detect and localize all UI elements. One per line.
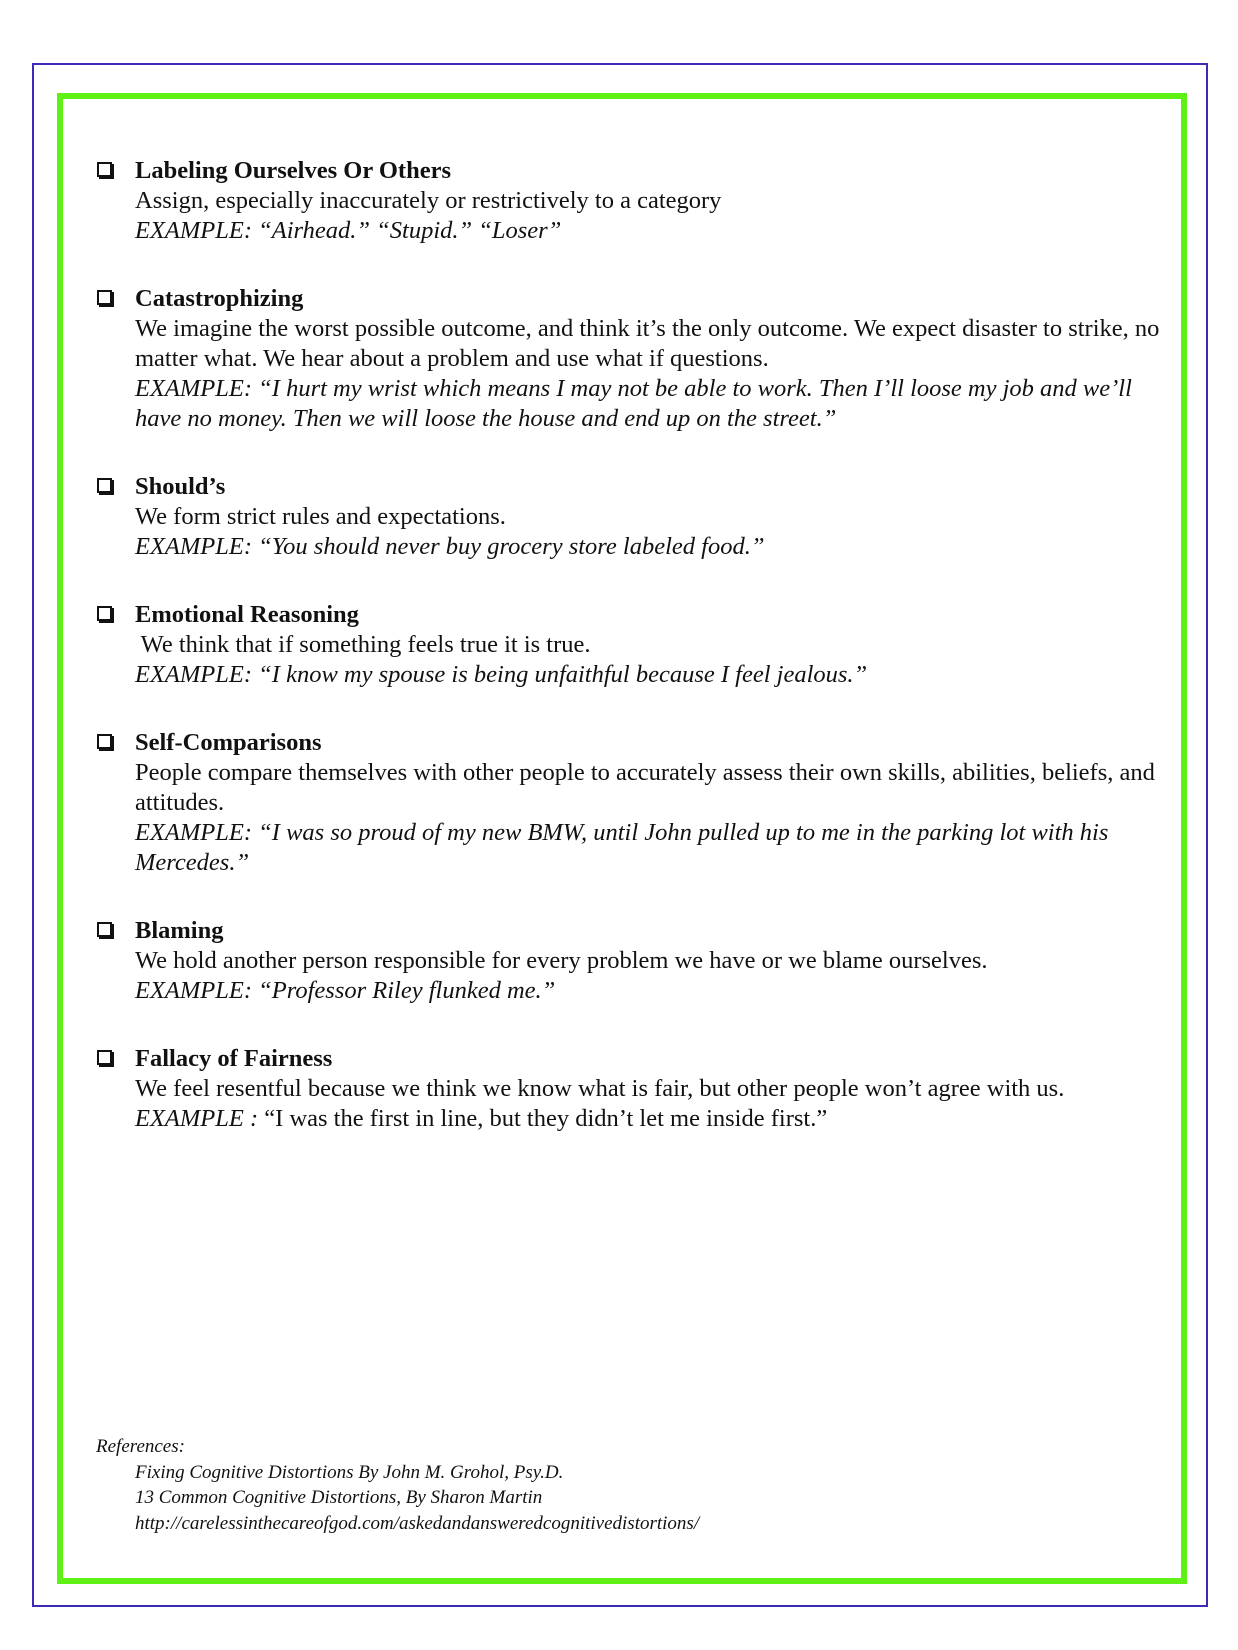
reference-item: 13 Common Cognitive Distortions, By Sharon Martin	[135, 1487, 543, 1508]
item-example	[135, 216, 1177, 246]
example-text: “I was the first in line, but they didn’t let me inside first.”	[264, 1105, 828, 1132]
references-heading: References:	[96, 1436, 185, 1457]
item-description: We think that if something feels true it is true.	[135, 631, 591, 658]
item-title: Emotional Reasoning	[135, 601, 359, 628]
list-item	[97, 1044, 1177, 1134]
item-example	[135, 1104, 1177, 1134]
list-item	[97, 728, 1177, 878]
example-label: EXAMPLE:	[135, 819, 253, 846]
reference-item: Fixing Cognitive Distortions By John M. Grohol, Psy.D.	[135, 1461, 564, 1483]
checkbox-icon[interactable]	[97, 478, 112, 493]
example-label: EXAMPLE:	[135, 533, 253, 560]
item-description: We feel resentful because we think we know what is fair, but other people won’t agree with us.	[135, 1075, 1065, 1102]
checkbox-icon[interactable]	[97, 734, 112, 749]
item-description: We imagine the worst possible outcome, and think it’s the only outcome. We expect disaster to strike, no matter what. We hear about a problem and use what if questions.	[135, 315, 1160, 372]
example-text: “Airhead.” “Stupid.” “Loser”	[258, 217, 562, 244]
example-text: “I was so proud of my new BMW, until John pulled up to me in the parking lot with his Mercedes.”	[135, 819, 1109, 876]
example-label: EXAMPLE:	[135, 977, 253, 1004]
checkbox-icon[interactable]	[97, 1050, 112, 1065]
item-description: We hold another person responsible for every problem we have or we blame ourselves.	[135, 947, 988, 974]
item-example	[135, 818, 1177, 878]
item-title: Should’s	[135, 473, 226, 500]
example-text: “Professor Riley flunked me.”	[258, 977, 556, 1004]
reference-link[interactable]: http://carelessinthecareofgod.com/askedandansweredcognitivedistortions/	[135, 1512, 700, 1534]
list-item	[97, 284, 1177, 434]
list-item	[97, 472, 1177, 562]
item-description: Assign, especially inaccurately or restrictively to a category	[135, 187, 722, 214]
item-title: Self-Comparisons	[135, 729, 322, 756]
item-title: Fallacy of Fairness	[135, 1045, 333, 1072]
example-text: “You should never buy grocery store labeled food.”	[258, 533, 765, 560]
item-example	[135, 532, 1177, 562]
list-item	[97, 600, 1177, 690]
checkbox-icon[interactable]	[97, 162, 112, 177]
item-title: Blaming	[135, 917, 224, 944]
item-example	[135, 660, 1177, 690]
example-label: EXAMPLE :	[135, 1105, 259, 1132]
item-description: People compare themselves with other people to accurately assess their own skills, abilities, beliefs, and attitudes.	[135, 759, 1155, 816]
checkbox-icon[interactable]	[97, 606, 112, 621]
list-item	[97, 916, 1177, 1006]
distortion-list	[97, 156, 1177, 1172]
item-title: Labeling Ourselves Or Others	[135, 157, 451, 184]
example-label: EXAMPLE:	[135, 661, 253, 688]
checkbox-icon[interactable]	[97, 922, 112, 937]
example-text: “I know my spouse is being unfaithful because I feel jealous.”	[258, 661, 868, 688]
list-item	[97, 156, 1177, 246]
checkbox-icon[interactable]	[97, 290, 112, 305]
example-label: EXAMPLE:	[135, 217, 253, 244]
item-example	[135, 976, 1177, 1006]
example-label: EXAMPLE:	[135, 375, 253, 402]
references	[96, 1434, 699, 1536]
item-title: Catastrophizing	[135, 285, 304, 312]
item-example	[135, 374, 1177, 434]
item-description: We form strict rules and expectations.	[135, 503, 506, 530]
example-text: “I hurt my wrist which means I may not be able to work. Then I’ll loose my job and we’ll have no money. Then we will loose the house and end up on the street.”	[135, 375, 1132, 432]
